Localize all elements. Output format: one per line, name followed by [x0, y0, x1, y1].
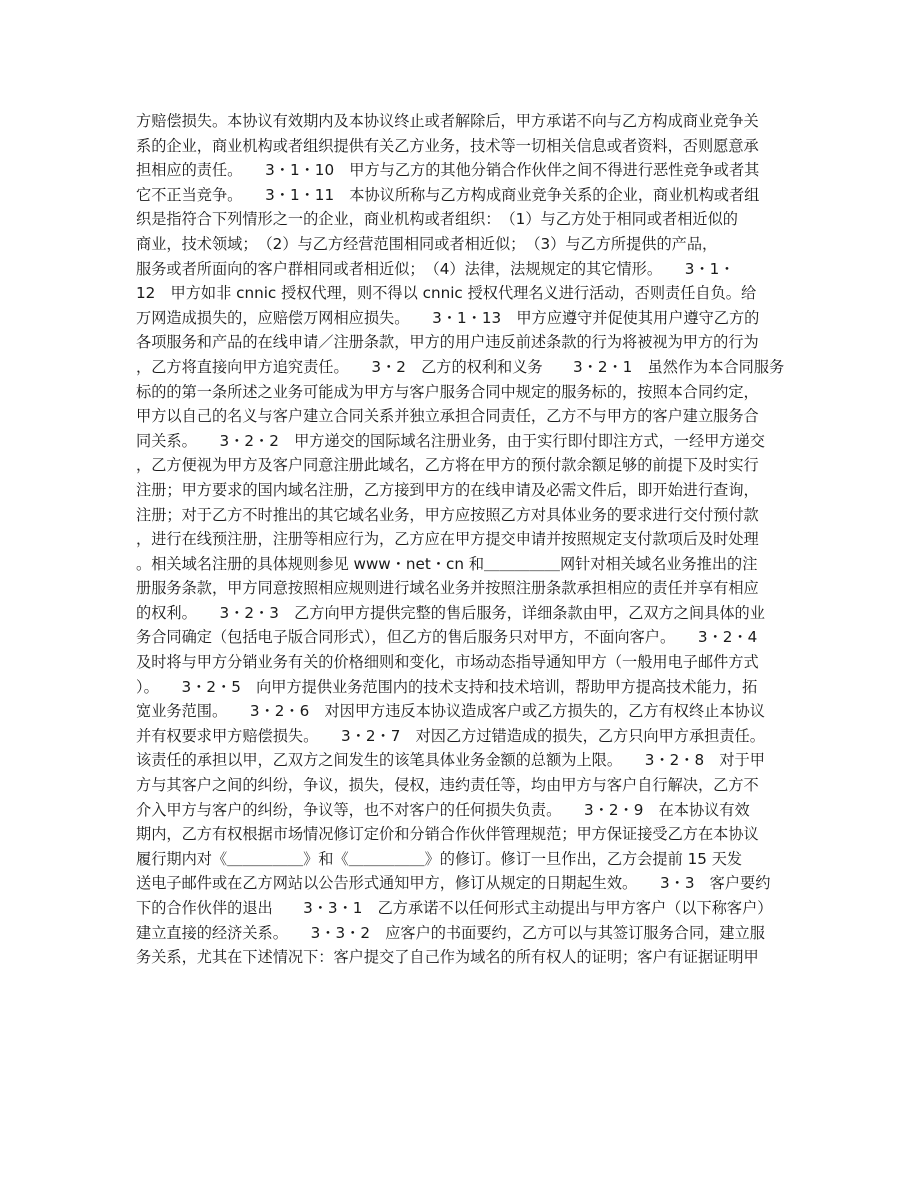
- text-line: 注册；甲方要求的国内域名注册，乙方接到甲方的在线申请及必需文件后，即开始进行查询，: [136, 480, 759, 499]
- body-text: [136, 109, 788, 970]
- text-line: 。相关域名注册的具体规则参见 www・net・cn 和＿＿＿＿＿网针对相关域名业务推出的注: [136, 554, 758, 573]
- text-line: 方赔偿损失。本协议有效期内及本协议终止或者解除后，甲方承诺不向与乙方构成商业竞争关: [136, 112, 759, 130]
- text-line: ，乙方便视为甲方及客户同意注册此域名，乙方将在甲方的预付款余额足够的前提下及时实行: [136, 456, 759, 475]
- text-line: 的权利。 3・2・3 乙方向甲方提供完整的售后服务，详细条款由甲，乙双方之间具体的业: [136, 603, 765, 622]
- text-line: 服务或者所面向的客户群相同或者相近似； （4）法律，法规规定的其它情形。 3・1・: [136, 259, 735, 278]
- text-line: 它不正当竞争。 3・1・11 本协议所称与乙方构成商业竞争关系的企业，商业机构或者组: [136, 185, 760, 204]
- text-line: ，乙方将直接向甲方追究责任。 3・2 乙方的权利和义务 3・2・1 虽然作为本合同服务: [136, 357, 785, 376]
- text-line: 履行期内对《＿＿＿＿＿》和《＿＿＿＿＿》的修订。修订一旦作出，乙方会提前 15 天发: [136, 849, 743, 868]
- text-line: 担相应的责任。 3・1・10 甲方与乙方的其他分销合作伙伴之间不得进行恶性竞争或者其: [136, 161, 760, 180]
- text-line: 并有权要求甲方赔偿损失。 3・2・7 对因乙方过错造成的损失，乙方只向甲方承担责任。: [136, 726, 765, 745]
- text-line: 注册；对于乙方不时推出的其它域名业务，甲方应按照乙方对具体业务的要求进行交付预付款: [136, 505, 759, 524]
- text-line: ）。 3・2・5 向甲方提供业务范围内的技术支持和技术培训，帮助甲方提高技术能力，拓: [136, 677, 758, 696]
- text-line: 系的企业，商业机构或者组织提供有关乙方业务，技术等一切相关信息或者资料，否则愿意承: [136, 136, 759, 155]
- text-line: 标的的第一条所述之业务可能成为甲方与客户服务合同中规定的服务标的，按照本合同约定，: [136, 382, 759, 401]
- text-line: 送电子邮件或在乙方网站以公告形式通知甲方，修订从规定的日期起生效。 3・3 客户要约: [136, 874, 771, 893]
- text-line: 该责任的承担以甲，乙双方之间发生的该笔具体业务金额的总额为上限。 3・2・8 对于甲: [136, 751, 765, 770]
- text-line: 下的合作伙伴的退出 3・3・1 乙方承诺不以任何形式主动提出与甲方客户（以下称客户）: [136, 899, 773, 917]
- text-line: 务合同确定（包括电子版合同形式），但乙方的售后服务只对甲方，不面向客户。 3・2・4: [136, 628, 758, 647]
- text-line: 及时将与甲方分销业务有关的价格细则和变化，市场动态指导通知甲方（一般用电子邮件方式: [136, 653, 759, 672]
- text-line: 期内，乙方有权根据市场情况修订定价和分销合作伙伴管理规范；甲方保证接受乙方在本协议: [136, 825, 759, 844]
- text-line: 务关系，尤其在下述情况下：客户提交了自己作为域名的所有权人的证明；客户有证据证明甲: [136, 948, 759, 967]
- text-line: 各项服务和产品的在线申请／注册条款，甲方的用户违反前述条款的行为将被视为甲方的行为: [136, 333, 759, 352]
- text-line: 商业，技术领域； （2）与乙方经营范围相同或者相近似； （3）与乙方所提供的产品，: [136, 234, 718, 253]
- text-line: ，进行在线预注册，注册等相应行为，乙方应在甲方提交申请并按照规定支付款项后及时处理: [136, 530, 759, 549]
- text-line: 建立直接的经济关系。 3・3・2 应客户的书面要约，乙方可以与其签订服务合同，建立服: [136, 923, 765, 942]
- text-line: 宽业务范围。 3・2・6 对因甲方违反本协议造成客户或乙方损失的，乙方有权终止本协议: [136, 702, 765, 721]
- text-line: 万网造成损失的，应赔偿万网相应损失。 3・1・13 甲方应遵守并促使其用户遵守乙方的: [136, 308, 760, 327]
- text-line: 方与其客户之间的纠纷，争议，损失，侵权，违约责任等，均由甲方与客户自行解决，乙方不: [136, 776, 759, 795]
- text-line: 织是指符合下列情形之一的企业，商业机构或者组织： （1）与乙方处于相同或者相近似的: [136, 210, 738, 229]
- text-line: 12 甲方如非 cnnic 授权代理，则不得以 cnnic 授权代理名义进行活动，否则责任自负。给: [136, 284, 757, 303]
- text-line: 同关系。 3・2・2 甲方递交的国际域名注册业务，由于实行即付即注方式，一经甲方递交: [136, 431, 765, 450]
- text-line: 介入甲方与客户的纠纷，争议等，也不对客户的任何损失负责。 3・2・9 在本协议有效: [136, 800, 750, 819]
- text-line: 册服务条款，甲方同意按照相应规则进行域名业务并按照注册条款承担相应的责任并享有相应: [136, 579, 759, 598]
- text-line: 甲方以自己的名义与客户建立合同关系并独立承担合同责任，乙方不与甲方的客户建立服务合: [136, 407, 759, 426]
